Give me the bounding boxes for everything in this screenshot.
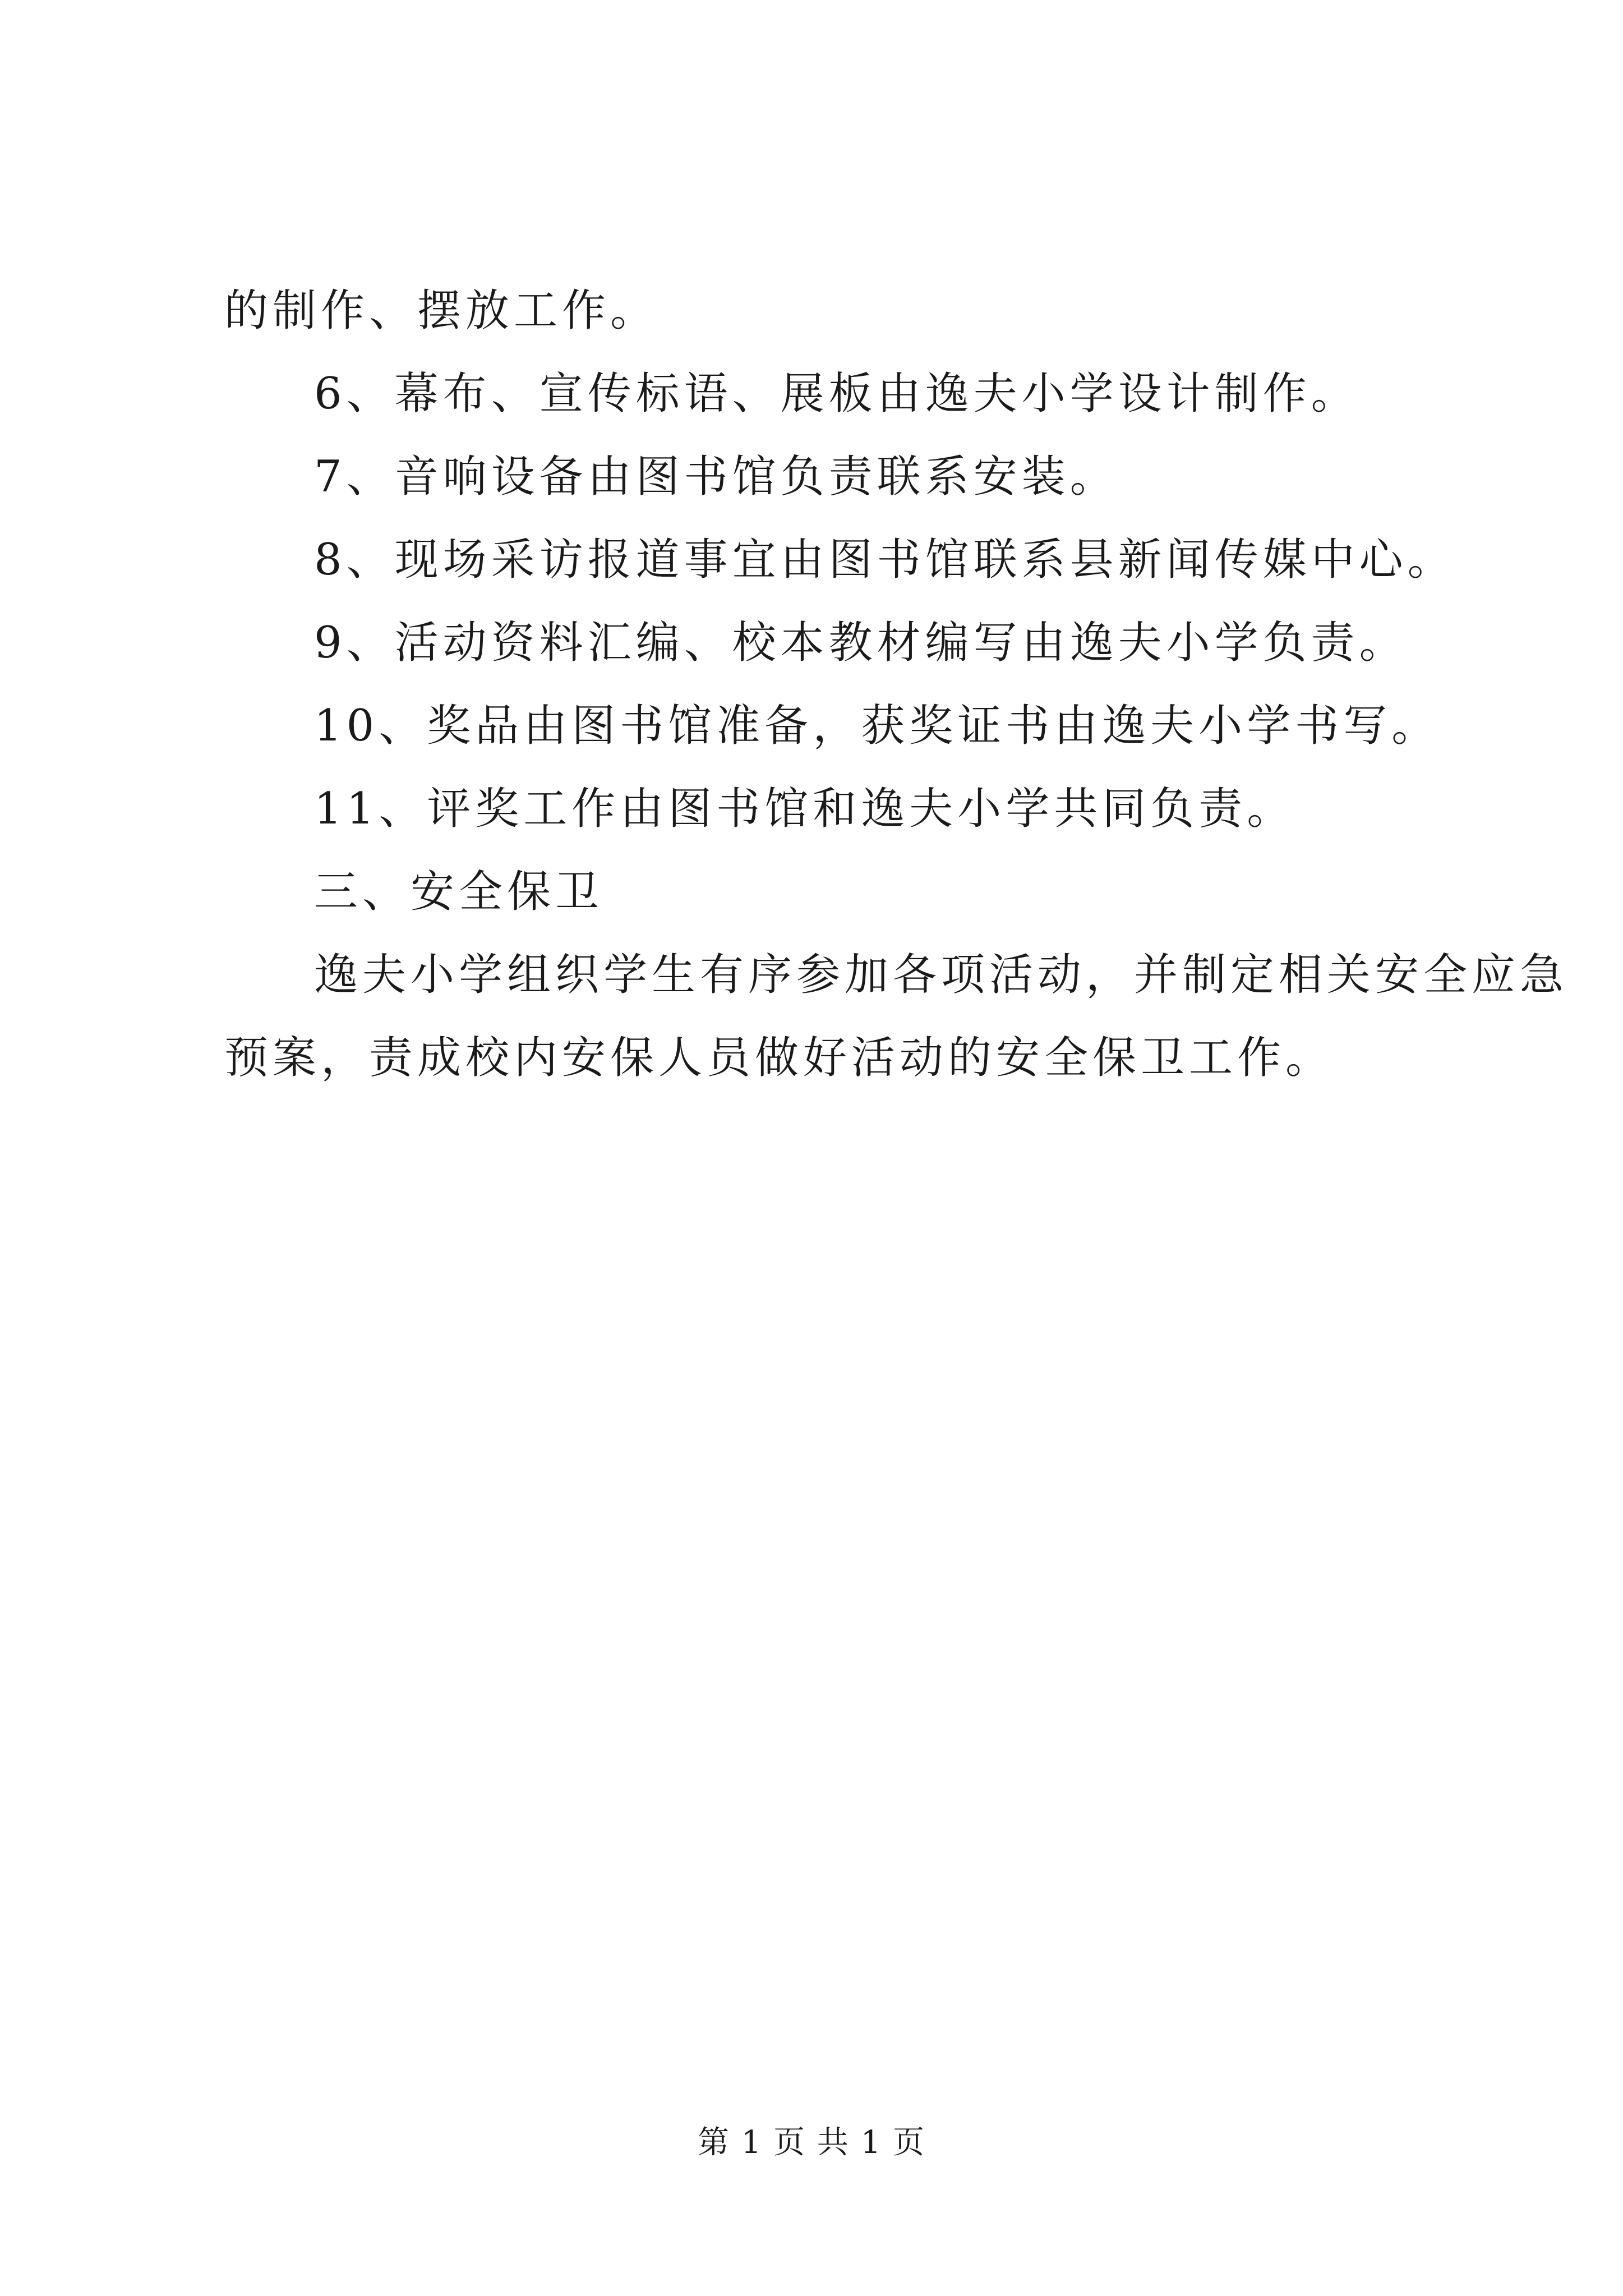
text-line-continuation: 的制作、摆放工作。 [224, 286, 659, 336]
section-heading-security: 三、安全保卫 [314, 867, 604, 917]
page-number-footer: 第 1 页 共 1 页 [697, 2124, 926, 2161]
paragraph-security-line-1: 逸夫小学组织学生有序参加各项活动，并制定相关安全应急 [314, 950, 1569, 1000]
list-item-6: 6、幕布、宣传标语、展板由逸夫小学设计制作。 [314, 369, 1359, 419]
paragraph-security-line-2: 预案，责成校内安保人员做好活动的安全保卫工作。 [224, 1033, 1334, 1083]
list-item-9: 9、活动资料汇编、校本教材编写由逸夫小学负责。 [314, 618, 1408, 668]
document-body [224, 269, 1569, 1099]
list-item-11: 11、评奖工作由图书馆和逸夫小学共同负责。 [314, 784, 1295, 834]
list-item-10: 10、奖品由图书馆准备，获奖证书由逸夫小学书写。 [314, 701, 1440, 751]
list-item-8: 8、现场采访报道事宜由图书馆联系县新闻传媒中心。 [314, 535, 1456, 585]
list-item-7: 7、音响设备由图书馆负责联系安装。 [314, 452, 1118, 502]
